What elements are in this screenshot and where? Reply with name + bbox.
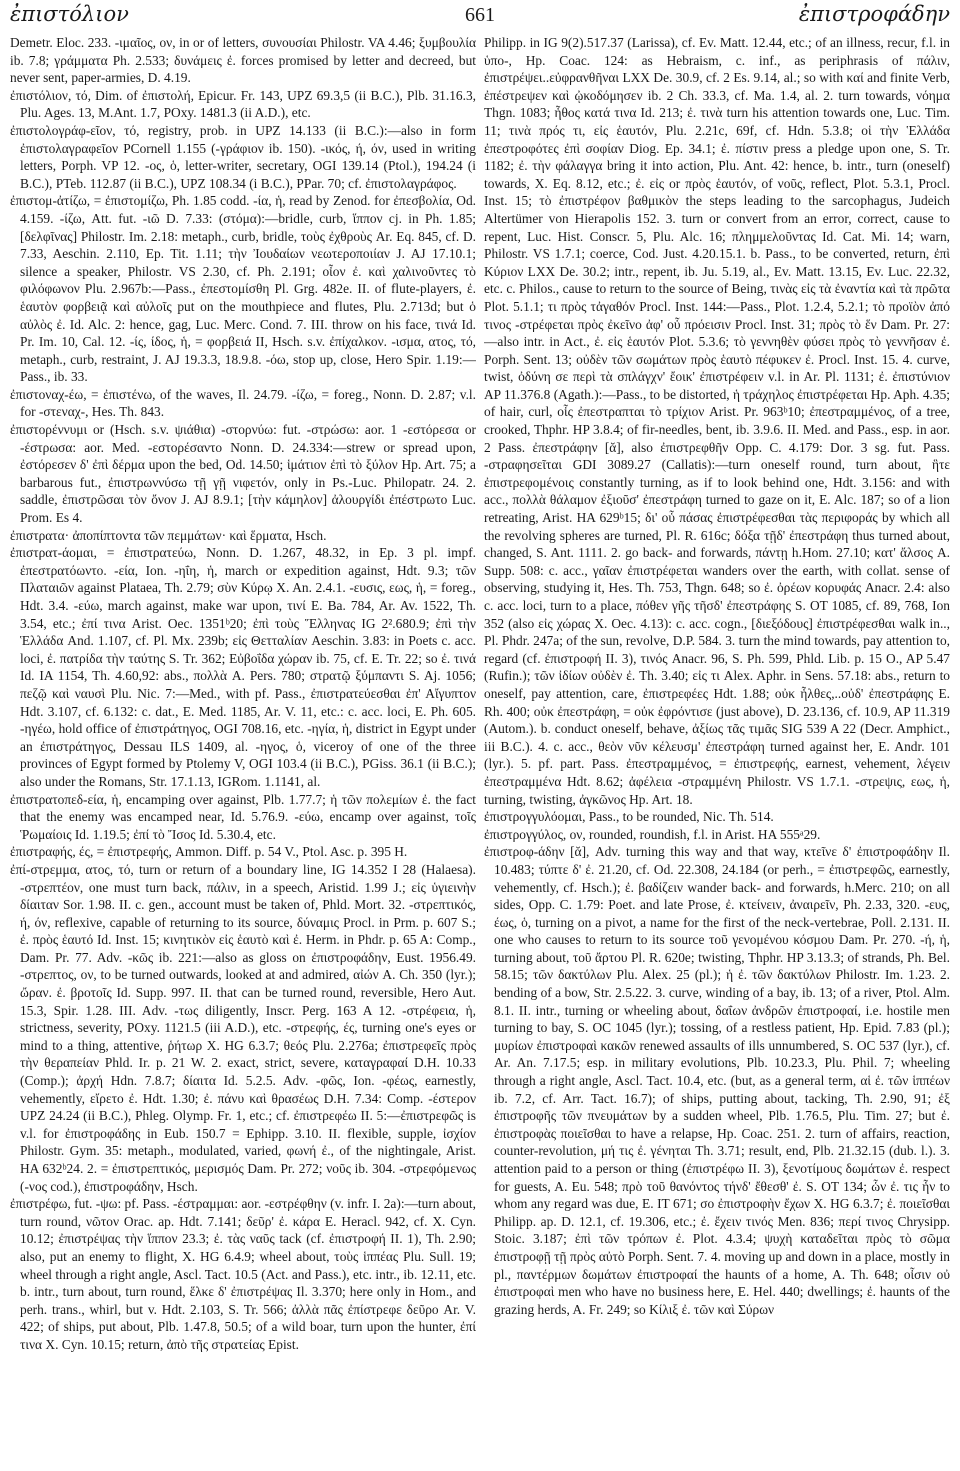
dictionary-entry: ἐπιστορέννυμι or (Hsch. s.v. ψιάθια) -στορνύω: fut. -στρώσω: aor. 1 -εστόρεσα or -έστρωσα: aor. Med. -εστορέσαντο Nonn. D. 24.334:—strew or spread upon, ἐστόρεσεν δ' ἐπὶ δέρμα upon the bed, Od. 14.50; ἱμάτιον ἐπὶ τὸ ξύλον Hp. Art. 75; a barbarous fut., ἐπιστρωννύσω τῇ γῇ νιφετόν, only in Ps.-Luc. Philopatr. 24. 2. saddle, ἐπιστρῶσαι τὸν ὄνον J. AJ 8.9.1; [τὴν κάμηλον] ἀλουργίδι ἐπέστρωτο Luc. Prom. Es 4. <box>10 422 476 526</box>
page-number: 661 <box>465 4 495 26</box>
text-columns <box>10 34 950 1465</box>
header-last-headword: ἐπιστροφάδην <box>798 2 950 26</box>
dictionary-entry: Philipp. in IG 9(2).517.37 (Larissa), cf. Ev. Matt. 12.44, etc.; of an illness, recur, f.l. in ὑπο-, Hp. Coac. 124: as Hebraism, c. inf., as periphrasis of πάλιν, ἐπιστρέψει..εὐφρανθῆναι LXX De. 30.9, cf. 2 Es. 9.14, al.; so with καί and finite Verb, ἐπέστρεψεν καὶ ᾠκοδόμησεν ib. 2 Ch. 33.3, cf. Ma. 1.4, al. 2. turn towards, νόημα Thgn. 1083; ἦθος κατά τινα Id. 213; ἐ. τινὰ turn his attention towards one, Luc. Tim. 11; τινὰ πρός τι, εἰς ἑαυτόν, Plu. 2.21c, 69f, cf. Hdn. 5.3.8; οἱ τὴν Ἑλλάδα ἐπεστροφότες ἐπὶ σοφίαν Diog. Ep. 34.1; ἐ. πίστιν press a pledge upon one, S. Tr. 1182; ἐ. τὴν φάλαγγα bring it into action, Plu. Ant. 42: hence, b. intr., turn (oneself) towards, X. Eq. 8.12, etc.; ἐ. εἰς or πρὸς ἑαυτόν, of νοῦς, reflect, Plot. 5.3.1, Procl. Inst. 15; τὸ ἐπιστρέφον βαθμικὸν the steps leading to the sarcophagus, Judeich Altertümer von Hierapolis 152. 3. turn or convert from an error, correct, cause to repent, Luc. Hist. Conscr. 5, Plu. Alc. 16; πλημμελοῦντας Id. Cat. Mi. 14; warn, Philostr. VS 1.7.1; coerce, Cod. Just. 4.20.15.1. b. Pass., to be converted, return, ἐπὶ Κύριον LXX De. 30.2; intr., repent, ib. Ju. 5.19, al., Ev. Matt. 13.15, Ev. Luc. 22.32, etc. c. Philos., cause to return to the source of Being, τινὰς εἰς τὰ ἐναντία καὶ τὰ πρῶτα Plot. 5.1.1; τι πρὸς τἀγαθόν Procl. Inst. 144:—Pass., Plot. 1.2.4, 5.2.1; τὸ προϊὸν ἀπό τινος -στρέφεται πρὸς ἐκεῖνο ἀφ' οὗ πρόεισιν Procl. Inst. 31; πρὸς τὸ ἕν Dam. Pr. 27:—also intr. in Act., ἐ. εἰς ἑαυτόν Plot. 5.3.6; τὸ γεννηθὲν φύσει πρὸς τὸ γεννῆσαν ἐ. Porph. Sent. 13; οὐδὲν τῶν σωμάτων πρὸς ἑαυτὸ πέφυκεν ἐ. Procl. Inst. 15. 4. curve, twist, ὀδύνη σε περὶ τὰ σπλάγχν' ἔοικ' ἐπιστρέφειν v.l. in Ar. Pl. 1131; ἐ. ἐπιστύνιον AP 11.376.8 (Agath.):—Pass., to be distorted, ἡ τράχηλος ἐπιστρέφεται Hp. Aph. 4.35; of hair, curl, οἷς ἐπεστραπται τὸ τρίχιον Arist. Pr. 963ᵇ10; ἐπεστραμμένος, of a tree, crooked, Thphr. HP 3.8.4; of fir-needles, bent, ib. 3.9.6. II. Med. and Pass., esp. in aor. 2 Pass. ἐπεστράφην [ᾰ], also ἐπιστρεφθῆν Opp. C. 4.179: Dor. 3 sg. fut. Pass. -στραφησεῖται GDI 3089.27 (Callatis):—turn oneself round, turn about, ἣτε ἐπιστρεφομένοις constantly turning, as if to look behind one, Hdt. 3.156: and with acc., πολλὰ θάλαμον ἐξιοῦσ' ἐπεστράφη turned to gaze on it, E. Alc. 187; so of a lion retreating, Arist. HA 629ᵇ15; δι' οὗ πάσας ἐπιστρέφεσθαι τὰς περιφοράς by which all the revolving spheres are turned, Pl. R. 616c; δόξα τῇδ' ἐπεστράφη thus turned about, changed, S. Ant. 1111. 2. go back- and forwards, πάντῃ h.Hom. 27.10; κατ' ἄλσος A. Supp. 508: c. acc., γαῖαν ἐπιστρέφεται wanders over the earth, with collat. sense of observing, studying it, Hes. Th. 753, Thgn. 648; so ἐ. ὀρέων κορυφάς Anacr. 2.4: also c. acc. loci, turn to a place, πόθεν γῆς τῆσδ' ἐπεστράφης S. OT 1085, cf. 89, 768, Ion 352 (also εἰς χώρας X. Oec. 4.13): c. acc. cogn., [διεξόδους] ἐπιστρέφεσθαι walk in.., Pl. Phdr. 247a; of the sun, revolve, D.P. 584. 3. turn the mind towards, pay attention to, regard (cf. ἐπιστροφή II. 3), τινός Anacr. 96, S. Ph. 599, Phld. Lib. p. 15 O., AP 5.47 (Rufin.); τῶν ἰδίων οὐδὲν ἐ. Th. 3.40; εἰς τι Alex. Aphr. in Sens. 57.18: abs., return to oneself, pay attention, care, ἐπιστρεφέες Hdt. 1.88; οὐκ ἦλθες,..οὐδ' ἐπεστράφης E. Rh. 400; οὐκ ἐπεστράφη, = οὐκ ἐφρόντισε (just above), D. 23.136, cf. 10.9, AP 11.319 (Autom.). b. conduct oneself, behave, ἀξίως τᾶς τιμᾶς SIG 539 A 22 (Decr. Amphict., iii B.C.). 4. c. acc., θεὸν νῦν κέλευσμ' ἐπεστράφη turned against her, E. Andr. 101 (lyr.). 5. pf. part. Pass. ἐπεστραμμένος, = ἐπιστρεφής, earnest, vehement, λέγειν ἐπεστραμμένα Hdt. 8.62; ἀφέλεια -στραμμένη Philostr. VS 1.7.1. -στρεψις, εως, ἡ, turning, twisting, ἀγκῶνος Hp. Art. 18. <box>484 35 950 807</box>
dictionary-entry: ἐπιστρατ-άομαι, = ἐπιστρατεύω, Nonn. D. 1.267, 48.32, in Ep. 3 pl. impf. ἐπεστρατόωντο. -εία, Ion. -ηΐη, ἡ, march or expedition against, Hdt. 9.3; τῶν Πλαταιῶν against Plataea, Th. 2.79; σὺν Κύρῳ X. An. 2.4.1. -ευσις, εως, ἡ, = foreg., Hdt. 3.4. -εύω, march against, make war upon, τινί E. Ba. 784, Ar. Av. 1522, Th. 3.54, etc.; ἐπί τινα Arist. Oec. 1351ᵇ20; ἐπὶ τοὺς Ἕλληνας IG 2².680.9; ἐπὶ τὴν Ἑλλάδα And. 1.107, cf. Pl. Mx. 239b; εἰς Θετταλίαν Aeschin. 3.83: in Poets c. acc. loci, ἐ. πατρίδα τὴν ταύτης S. Tr. 362; Εὐβοΐδα χώραν ib. 75, cf. E. Tr. 22; so ἐ. τινά Id. IA 1154, Th. 4.60,92: abs., πολλὰ A. Pers. 780; στρατῷ ξύμπαντι S. Aj. 1056; πεζῷ καὶ ναυσὶ Plu. Nic. 7:—Med., with pf. Pass., ἐπιστρατεύεσθαι ἐπ' Αἴγυπτον Hdt. 3.107, cf. 6.132: c. dat., E. Med. 1185, Ar. V. 11, etc.: c. acc. loci, E. Ph. 605. -ηγέω, hold office of ἐπιστράτηγος, OGI 708.16, etc. -ηγία, ἡ, district in Egypt under an ἐπιστράτηγος, Dessau ILS 1409, al. -ηγος, ὁ, viceroy of one of the three provinces of Egypt formed by Ptolemy V, OGI 103.4 (ii B.C.), PGiss. 36.1 (ii B.C.); also under the Romans, Str. 17.1.13, IGRom. 1.1141, al. <box>10 545 476 789</box>
left-column <box>10 34 476 1465</box>
page-header <box>10 0 950 30</box>
dictionary-entry: ἐπιστρατοπεδ-εία, ἡ, encamping over against, Plb. 1.77.7; ἡ τῶν πολεμίων ἐ. the fact that the enemy was encamped near, Id. 5.76.9. -εύω, encamp over against, τοῖς Ῥωμαίοις Id. 1.19.5; ἐπί τὸ Ἴσος Id. 5.30.4, etc. <box>10 791 476 842</box>
dictionary-entry: ἐπιστρέφω, fut. -ψω: pf. Pass. -έστραμμαι: aor. -εστρέφθην (v. infr. I. 2a):—turn about, turn round, νῶτον Orac. ap. Hdt. 7.141; δεῦρ' ἐ. κάρα E. Heracl. 942, cf. X. Cyn. 10.12; ἐπιστρέψας τὴν ἵππον 23.3; ἐ. τὰς ναῦς tack (cf. ἐπιστροφή II. 1), Th. 2.90; also, put an enemy to flight, X. HG 6.4.9; wheel about, τοὺς ἱππέας Plu. Sull. 19; wheel through a right angle, Ascl. Tact. 10.5 (Act. and Pass.), etc. intr., ib. 12.11, etc. b. intr., turn about, turn round, ἕλκε δ' ἐπιστρέψας Il. 3.370; here only in Hom., and perh. trans., whirl, but v. Hdt. 2.103, S. Tr. 566; ἀλλὰ πᾶς ἐπίστρεφε δεῦρο Ar. V. 422; of ships, put about, Plb. 1.47.8, 50.5; of a wild boar, turn upon the hunter, ἐπί τινα X. Cyn. 10.15; return, ἀπὸ τῆς στρατείας Epist. <box>10 1196 476 1352</box>
dictionary-entry: Demetr. Eloc. 233. -ιμαῖος, ον, in or of letters, συνουσίαι Philostr. VA 4.46; ξυμβουλία ib. 7.8; γράμματα Ph. 2.533; δυνάμεις ἐ. forces promised by letter and decreed, but never sent, paper-armies, D. 4.19. <box>10 35 476 86</box>
dictionary-entry: ἐπιστρογγύλος, ον, rounded, roundish, f.l. in Arist. HA 555ᵃ29. <box>484 826 821 842</box>
dictionary-entry: ἐπιστολογράφ-εῖον, τό, registry, prob. in UPZ 14.133 (ii B.C.):—also in form ἐπιστολαγραφεῖον PCornell 1.155 (-γράφιον ib. 150). -ικός, ή, όν, used in writing letters, Porph. VP 12. -ος, ὁ, letter-writer, secretary, OGI 139.14 (Ptol.), 194.24 (i B.C.), PTeb. 112.87 (ii B.C.), UPZ 108.34 (i B.C.), PPar. 70; cf. ἐπιστολαγράφος. <box>10 122 476 191</box>
dictionary-entry: ἐπιστραφής, ές, = ἐπιστρεφής, Ammon. Diff. p. 54 V., Ptol. Asc. p. 395 H. <box>10 844 408 860</box>
dictionary-entry: ἐπιστροφ-άδην [ᾰ], Adv. turning this way and that way, κτεῖνε δ' ἐπιστροφάδην Il. 10.483; τύπτε δ' ἐ. 21.20, cf. Od. 22.308, 24.184 (or perh., = ἐπιστρεφῶς, earnestly, vehemently, cf. Hsch.); ἐ. βαδίζειν wander back- and forwards, h.Merc. 210; on all sides, Opp. C. 1.79: Poet. and late Prose, ἐ. κτείνειν, ἀναιρεῖν, Ph. 2.33, 320. -ευς, έως, ὁ, turning on a pivot, a name for the first of the neck-vertebrae, Poll. 2.131. II. one who causes to return to its source τοῦ γενομένου κόσμου Dam. Pr. 270. -ή, ἡ, turning about, τοῦ ἄρτου Pl. R. 620e; twisting, Thphr. HP 3.13.3; of strands, Ph. Bel. 58.15; τῶν δακτύλων Plu. Alex. 25 (pl.); ἡ ἐ. τῶν δακτύλων Philostr. Im. 1.23. 2. bending of a bow, Str. 2.5.22. 3. curve, winding of a bay, ib. 13; of a river, Ptol. Alm. 8.1. II. intr., turning or wheeling about, δαΐων ἀνδρῶν ἐπιστροφαί, i.e. hostile men turning to bay, S. OC 1045 (lyr.); tossing, of a restless patient, Hp. Epid. 7.83 (pl.); μυρίων ἐπιστροφαὶ κακῶν renewed assaults of ills unnumbered, S. OC 537 (lyr.), cf. Ar. An. 7.17.5; esp. in military evolutions, Plb. 10.23.3, Plu. Phil. 7; wheeling through a right angle, Ascl. Tact. 10.4, etc. (but, as a general term, αἱ ἐ. τῶν ἱππέων ib. 7.2, cf. Arr. Tact. 16.7); of ships, putting about, tacking, Th. 2.90, 91; ἐξ ἐπιστροφῆς τῶν πνευμάτων by a sudden wheel, Plb. 1.76.5, Plu. Tim. 27; but ἐ. ἐπιστροφὰς ποιεῖσθαι to have a relapse, Hp. Coac. 251. 2. turn of affairs, reaction, counter-revolution, μή τις ἐ. γένηται Th. 3.71; result, end, Plb. 21.32.15 (dub. l.). 3. attention paid to a person or thing (ἐπιστρέφω II. 3), ξενοτίμους δωμάτων ἐ. respect for guests, A. Eu. 548; πρὸ τοῦ θανόντος τήνδ' ἔθεσθ' ἐ. S. OT 134; ὧν ἐ. τις ἦν to whom any regard was due, E. IT 671; σο ἐπιστροφὴν ἔχων X. HG 6.3.7; ἐ. ποιεῖσθαι Philipp. ap. D. 12.1, cf. 19.306, etc.; ἐ. ἔχειν τινός Men. 836; περί τινος Chrysipp. Stoic. 3.187; ἐπὶ τῶν τρόπων ἐ. Plot. 4.3.4; ψυχὴ καταδεῖται πρὸς τὸ σῶμα ἐπιστροφῇ τῇ πρὸς αὐτὸ Porph. Sent. 7. 4. moving up and down in a place, mostly in pl., παντέρμων δωμάτων ἐπιστροφαί the haunts of a home, A. Th. 648; οἷσιν οὐ ἐπιστροφαὶ men who have no business here, E. Hel. 440; dwellings; ἐ. haunts of the grazing herds, A. Fr. 249; so Κίλιξ ἐ. τῶν καὶ Σύρων <box>484 844 950 1317</box>
dictionary-entry: ἐπιστομ-ἀτίζω, = ἐπιστομίζω, Ph. 1.85 codd. -ία, ἡ, read by Zenod. for ἐπεσβολία, Od. 4.159. -ίζω, Att. fut. -ιῶ D. 7.33: (στόμα):—bridle, curb, ἵππον cj. in Ph. 1.85; [δελφῖνας] Philostr. Im. 2.18: metaph., curb, bridle, τοὺς ἐχθροὺς Ar. Eq. 845, cf. D. 7.33, Aeschin. 2.110, Ep. Tit. 1.11; τὴν Ἰουδαίων νεωτεροποιίαν J. AJ 17.10.1; silence a speaker, Philostr. VS 2.30, cf. Ph. 2.191; οἶον ἐ. καὶ χαλινοῦντες τὸ φιλόφωνον Plu. 2.967b:—Pass., ἐπεστομίσθη Pl. Grg. 482e. II. of flute-players, ἐ. ἑαυτὸν φορβειᾷ καὶ αὐλοῖς put on the mouthpiece and flutes, Plu. 2.713d; but ὁ αὐλὸς ἐ. Id. Alc. 2: hence, gag, Luc. Merc. Cond. 7. III. throw on his face, τινά Id. Pr. Im. 10, Cal. 12. -ίς, ίδος, ἡ, = φορβειά II, Hsch. s.v. ἐπίχαλκον. -ισμα, ατος, τό, metaph., curb, restraint, J. AJ 19.3.3, 18.9.8. -όω, stop up, close, Hero Spir. 1.19:—Pass., ib. 33. <box>10 193 476 385</box>
dictionary-entry: ἐπιστόλιον, τό, Dim. of ἐπιστολή, Epicur. Fr. 143, UPZ 69.3,5 (ii B.C.), Plb. 31.16.3, Plu. Ages. 13, M.Ant. 1.7, POxy. 1481.3 (ii A.D.), etc. <box>10 87 476 121</box>
right-column <box>484 34 950 1465</box>
dictionary-entry: ἐπιστοναχ-έω, = ἐπιστένω, of the waves, Il. 24.79. -ίζω, = foreg., Nonn. D. 2.87; v.l. for -στεναχ-, Hes. Th. 843. <box>10 386 476 420</box>
dictionary-entry: ἐπιστρατα· ἀποπίπτοντα τῶν πεμμάτων· καὶ ἕρματα, Hsch. <box>10 527 327 543</box>
header-first-headword: ἐπιστόλιον <box>10 2 129 26</box>
dictionary-entry: ἐπί-στρεμμα, ατος, τό, turn or return of a boundary line, IG 14.352 I 28 (Halaesa). -στρεπτέον, one must turn back, πάλιν, in a speech, Aristid. 1.99 J.; εἰς ὑγιεινὴν δίαιταν Sor. 1.98. II. c. gen., account must be taken of, Phld. Mort. 32. -στρεπτικός, ή, όν, reflexive, capable of returning to its source, δύναμις Procl. in Prm. p. 607 S.; ἐ. πρὸς ἑαυτό Id. Inst. 15; κινητικὸν εἰς ἑαυτὸ καὶ ἐ. Herm. in Phdr. p. 65 A: Comp., Dam. Pr. 77. Adv. -κῶς ib. 221:—also as gloss on ἐπιστροφάδην, Eust. 1956.49. -στρεπτος, ον, to be turned outwards, looked at and admired, αἰών A. Ch. 350 (lyr.); ὤραν. ἐ. βροτοῖς Id. Supp. 997. II. that can be turned round, reversible, Hero Aut. 15.3, Spir. 1.28. III. Adv. -τως diligently, Inscr. Perg. 163 A 12. -στρέφεια, ἡ, strictness, severity, POxy. 1121.5 (iii A.D.), etc. -στρεφής, ές, turning one's eyes or mind to a thing, attentive, ῥήτωρ X. HG 6.3.7; θεός Plu. 2.276a; ἐπιστρεφεῖς πρὸς τὴν θεραπείαν Phld. Ir. p. 21 W. 2. exact, strict, severe, καταγραφαί D.H. 10.33 (Comp.); ἀρχή Hdn. 7.8.7; δίαιτα Id. 5.2.5. Adv. -φῶς, Ion. -φέως, earnestly, vehemently, εἴρετο ἐ. Hdt. 1.30; ἐ. πάνυ καὶ θρασέως D.H. 7.34: Comp. -έστερον UPZ 24.24 (ii B.C.), Phleg. Olymp. Fr. 1, etc.; cf. ἐπιστρεφέω II. 5:—ἐπιστρεφῶς is v.l. for ἐπιστροφάδης in Eub. 150.7 = Ephipp. 3.10. II. flexible, supple, ἰσχίον Philostr. Gym. 35: metaph., modulated, varied, φωνή ἐ., of the nightingale, Arist. HA 632ᵇ24. 2. = ἐπιστρεπτικός, μερισμός Dam. Pr. 272; νοῦς ib. 304. -στρεφόμενως (-νος cod.), ἐπιστροφάδην, Hsch. <box>10 861 476 1194</box>
dictionary-entry: ἐπιστρογγυλόομαι, Pass., to be rounded, Nic. Th. 514. <box>484 809 774 825</box>
